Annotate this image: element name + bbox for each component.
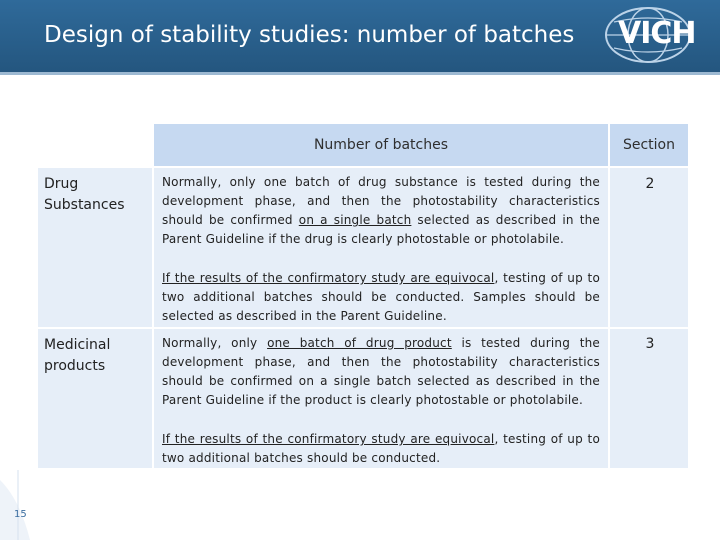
text-segment: Normally, only one batch of drug substance is tested during the development phase, and then the photostability characteristics should be confirmed [162, 175, 600, 227]
header-number-of-batches: Number of batches [154, 124, 608, 166]
underlined-text: If the results of the confirmatory study are equivocal [162, 271, 495, 285]
text-segment: Normally, only [162, 336, 268, 350]
header-divider [0, 72, 720, 75]
page-number: 15 [14, 509, 27, 520]
row-label-medicinal-products [38, 329, 152, 468]
drug-substances-paragraph-2 [162, 269, 600, 326]
text-segment: is tested during the development phase, and then the photostability characteristics should be confirmed on a single batch selected as described in the Parent Guideline if the product is clearly photostable or photolabile. [162, 336, 600, 407]
row-label-line1: Medicinal [44, 337, 111, 353]
drug-substances-paragraph-1 [162, 173, 600, 249]
row-label-line2: Substances [44, 197, 125, 213]
medicinal-products-paragraph-2 [162, 430, 600, 468]
row-label-line1: Drug [44, 176, 79, 192]
corner-decoration [0, 470, 36, 540]
logo-text: VICH [618, 16, 696, 51]
text-segment: selected as described in the Parent Guideline if the drug is clearly photostable or photolabile. [162, 213, 600, 246]
underlined-text: one batch of drug product [267, 336, 452, 350]
slide-title: Design of stability studies: number of batches [44, 22, 575, 48]
section-number: 2 [645, 176, 655, 192]
underlined-text: on a single batch [298, 213, 412, 227]
slide-header [0, 0, 720, 72]
underlined-text: If the results of the confirmatory study are equivocal [162, 432, 495, 446]
section-number: 3 [645, 336, 655, 352]
vich-logo [600, 4, 696, 66]
medicinal-products-paragraph-1 [162, 334, 600, 410]
row-label-drug-substances [38, 168, 152, 327]
row-label-line2: products [44, 358, 106, 374]
text-segment: , testing of up to two additional batches should be conducted. [162, 432, 600, 465]
text-segment: , testing of up to two additional batches should be conducted. Samples should be selected as described in the Parent Guideline. [162, 271, 600, 323]
header-section: Section [610, 124, 688, 166]
